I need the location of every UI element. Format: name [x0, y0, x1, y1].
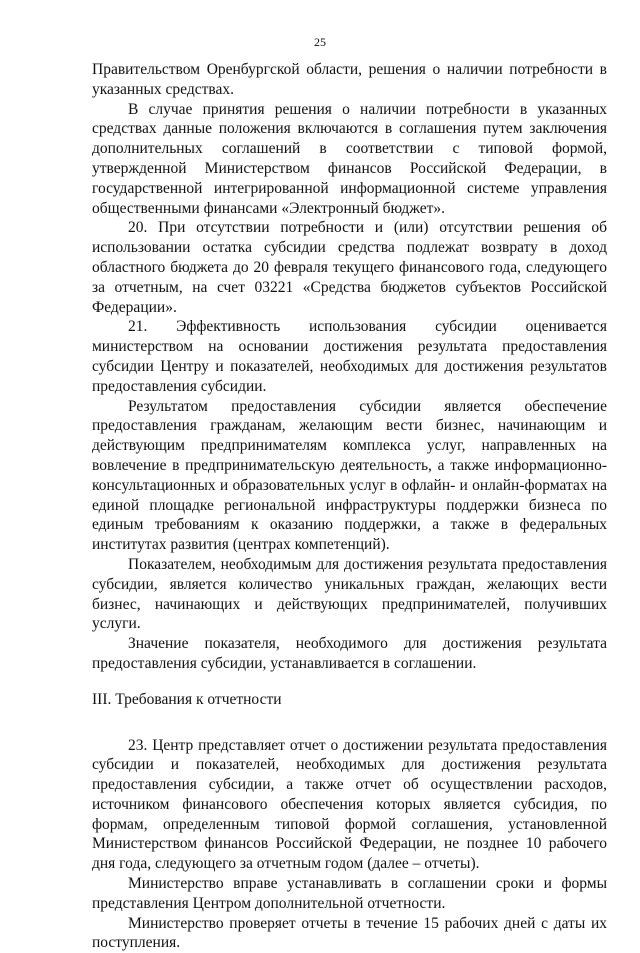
document-body: [92, 60, 607, 953]
section-heading: III. Требования к отчетности: [92, 690, 282, 708]
paragraph: Значение показателя, необходимого для достижения результата предоставления субсидии, устанавливается в соглашении.: [92, 635, 607, 672]
paragraph-item-20: 20. При отсутствии потребности и (или) отсутствии решения об использовании остатка субсидии средства подлежат возврату в доход областного бюджета до 20 февраля текущего финансового года, следующего за отчетным, на счет 03221 «Средства бюджетов субъектов Российской Федерации».: [92, 219, 607, 316]
paragraph: Результатом предоставления субсидии является обеспечение предоставления гражданам, желающим вести бизнес, начинающим и действующим предпринимателям комплекса услуг, направленных на вовлечение в предпринимательскую деятельность, а также информационно-консультационных и образовательных услуг в офлайн- и онлайн-форматах на единой площадке региональной инфраструктуры поддержки бизнеса по единым требованиям к оказанию поддержки, а также в федеральных институтах развития (центрах компетенций).: [92, 397, 607, 554]
paragraph-continuation: Правительством Оренбургской области, решения о наличии потребности в указанных средствах.: [92, 61, 607, 98]
paragraph: Министерство проверяет отчеты в течение 15 рабочих дней с даты их поступления.: [92, 914, 607, 952]
paragraph-item-21: 21. Эффективность использования субсидии оценивается министерством на основании достижения результата предоставления субсидии Центру и показателей, необходимых для достижения результатов предоставления субсидии.: [92, 318, 607, 395]
paragraph: Показателем, необходимым для достижения результата предоставления субсидии, является количество уникальных граждан, желающих вести бизнес, начинающих и действующих предпринимателей, получивших услуги.: [92, 555, 607, 633]
paragraph-item-23: 23. Центр представляет отчет о достижении результата предоставления субсидии и показателей, необходимых для достижения результата предоставления субсидии, а также отчет об осуществлении расходов, источником финансового обеспечения которых является субсидия, по формам, определенным типовой формой соглашения, установленной Министерством финансов Российской Федерации, не позднее 10 рабочего дня года, следующего за отчетным годом (далее – отчеты).: [92, 736, 607, 873]
paragraph: Министерство вправе устанавливать в соглашении сроки и формы представления Центром дополнительной отчетности.: [92, 875, 607, 912]
paragraph: В случае принятия решения о наличии потребности в указанных средствах данные положения включаются в соглашения путем заключения дополнительных соглашений в соответствии с типовой формой, утвержденной Министерством финансов Российской Федерации, в государственной интегрированной информационной системе управления общественными финансами «Электронный бюджет».: [92, 100, 607, 217]
page-number: 25: [314, 35, 326, 49]
